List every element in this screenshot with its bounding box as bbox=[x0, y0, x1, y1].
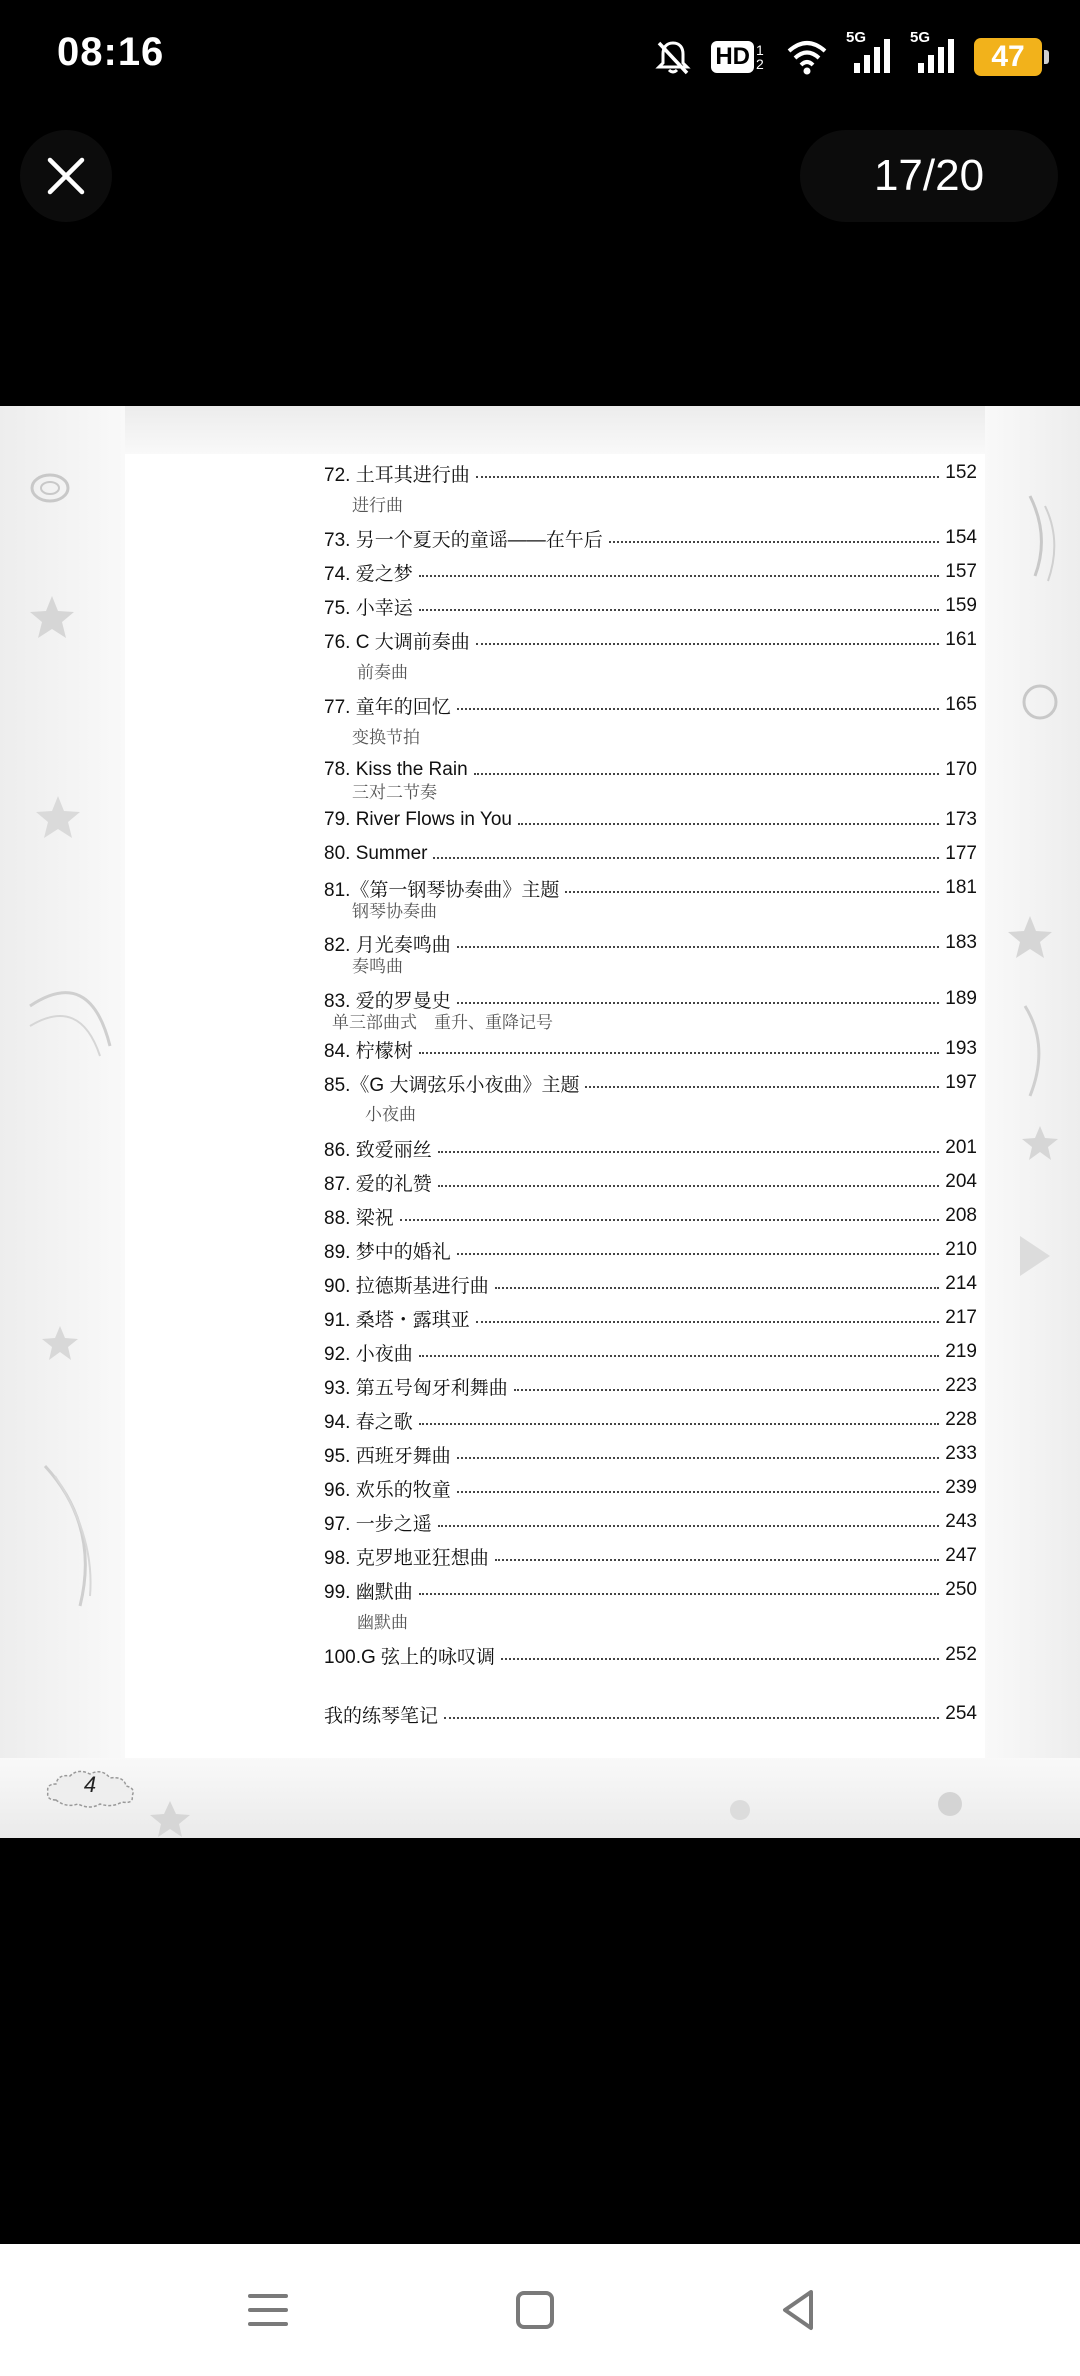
toc-entry-page: 181 bbox=[945, 877, 977, 898]
toc-leader-dots bbox=[476, 476, 940, 478]
toc-leader-dots bbox=[476, 643, 940, 645]
toc-entry-subtitle: 前奏曲 bbox=[357, 663, 408, 682]
toc-leader-dots bbox=[457, 1491, 940, 1493]
toc-entry-title: 95. 西班牙舞曲 bbox=[324, 1445, 451, 1467]
home-button[interactable] bbox=[487, 2266, 583, 2354]
toc-entry-title: 80. Summer bbox=[324, 843, 428, 864]
toc-entry-title: 93. 第五号匈牙利舞曲 bbox=[324, 1377, 508, 1399]
toc-entry-page: 228 bbox=[945, 1409, 977, 1430]
toc-leader-dots bbox=[433, 857, 939, 859]
toc-entry-title: 72. 土耳其进行曲 bbox=[324, 464, 470, 486]
toc-entry bbox=[324, 523, 977, 553]
toc-leader-dots bbox=[474, 773, 940, 775]
toc-leader-dots bbox=[495, 1287, 940, 1289]
toc-entry-title: 85.《G 大调弦乐小夜曲》主题 bbox=[324, 1074, 580, 1096]
wifi-icon bbox=[786, 37, 828, 77]
toc-entry bbox=[324, 1235, 977, 1265]
toc-leader-dots bbox=[438, 1151, 940, 1153]
toc-entry bbox=[324, 625, 977, 655]
toc-entry-page: 152 bbox=[945, 462, 977, 483]
network-label-1: 5G bbox=[846, 29, 867, 46]
toc-entry bbox=[324, 1473, 977, 1503]
status-bar bbox=[0, 0, 1080, 120]
status-icons bbox=[653, 29, 1042, 80]
close-button[interactable] bbox=[20, 130, 112, 222]
toc-leader-dots bbox=[518, 823, 939, 825]
toc-leader-dots bbox=[444, 1717, 939, 1719]
toc-entry-page: 193 bbox=[945, 1038, 977, 1059]
toc-entry-page: 201 bbox=[945, 1137, 977, 1158]
hd-sub: 1 2 bbox=[756, 42, 764, 72]
toc-entry-page: 183 bbox=[945, 932, 977, 953]
toc-entry-page: 159 bbox=[945, 595, 977, 616]
toc-entry bbox=[324, 591, 977, 621]
toc-entry bbox=[324, 805, 977, 835]
toc-entry-title: 86. 致爱丽丝 bbox=[324, 1139, 432, 1161]
toc-entry-page: 252 bbox=[945, 1644, 977, 1665]
toc-entry-title: 74. 爱之梦 bbox=[324, 563, 413, 585]
network-label-2: 5G bbox=[910, 29, 931, 46]
toc-entry-page: 204 bbox=[945, 1171, 977, 1192]
toc-entry-title: 97. 一步之遥 bbox=[324, 1513, 432, 1535]
toc-leader-dots bbox=[457, 1457, 940, 1459]
toc-entry-subtitle: 小夜曲 bbox=[365, 1105, 416, 1124]
toc-entry-title: 98. 克罗地亚狂想曲 bbox=[324, 1547, 489, 1569]
toc-entry-page: 189 bbox=[945, 988, 977, 1009]
toc-entry-page: 243 bbox=[945, 1511, 977, 1532]
toc-leader-dots bbox=[400, 1219, 940, 1221]
toc-entry-title: 89. 梦中的婚礼 bbox=[324, 1241, 451, 1263]
signal-5g-icon bbox=[910, 29, 956, 77]
toc-entry bbox=[324, 1133, 977, 1163]
toc-entry bbox=[324, 1699, 977, 1729]
toc-entry-subtitle: 钢琴协奏曲 bbox=[352, 902, 437, 921]
toc-entry bbox=[324, 1371, 977, 1401]
toc-entry-page: 177 bbox=[945, 843, 977, 864]
hd-icon bbox=[711, 41, 768, 73]
toc-entry-title: 82. 月光奏鸣曲 bbox=[324, 934, 451, 956]
toc-entry-title: 75. 小幸运 bbox=[324, 597, 413, 619]
toc-leader-dots bbox=[419, 1593, 940, 1595]
page-counter: 17/20 bbox=[800, 130, 1058, 222]
toc-entry-title: 79. River Flows in You bbox=[324, 809, 512, 830]
toc-entry-subtitle: 幽默曲 bbox=[357, 1613, 408, 1632]
toc-entry bbox=[324, 1575, 977, 1605]
toc-entry-title: 92. 小夜曲 bbox=[324, 1343, 413, 1365]
toc-entry-page: 197 bbox=[945, 1072, 977, 1093]
toc-entry-title: 我的练琴笔记 bbox=[324, 1705, 439, 1727]
toc-leader-dots bbox=[495, 1559, 940, 1561]
navigation-bar bbox=[0, 2244, 1080, 2376]
toc-entry-subtitle: 进行曲 bbox=[352, 496, 403, 515]
toc-entry-title: 100.G 弦上的咏叹调 bbox=[324, 1646, 496, 1668]
close-icon bbox=[44, 154, 88, 198]
toc-leader-dots bbox=[585, 1086, 939, 1088]
toc-entry bbox=[324, 458, 977, 488]
toc-entry-page: 250 bbox=[945, 1579, 977, 1600]
toc-entry-page: 214 bbox=[945, 1273, 977, 1294]
back-button[interactable] bbox=[751, 2266, 847, 2354]
toc-entry bbox=[324, 1303, 977, 1333]
toc-entry bbox=[324, 1167, 977, 1197]
toc-entry-title: 87. 爱的礼赞 bbox=[324, 1173, 432, 1195]
toc-entry-subtitle: 单三部曲式 重升、重降记号 bbox=[332, 1013, 553, 1032]
toc-entry-title: 81.《第一钢琴协奏曲》主题 bbox=[324, 879, 560, 901]
toc-leader-dots bbox=[457, 1002, 940, 1004]
toc-entry-page: 208 bbox=[945, 1205, 977, 1226]
toc-leader-dots bbox=[457, 946, 940, 948]
toc-entry-page: 157 bbox=[945, 561, 977, 582]
toc-entry bbox=[324, 839, 977, 869]
toc-leader-dots bbox=[438, 1525, 940, 1527]
toc-entry bbox=[324, 1034, 977, 1064]
toc-entry-subtitle: 变换节拍 bbox=[352, 728, 420, 747]
toc-entry-title: 88. 梁祝 bbox=[324, 1207, 394, 1229]
toc-entry-page: 219 bbox=[945, 1341, 977, 1362]
hd-label: HD bbox=[711, 41, 754, 73]
toc-entry-page: 223 bbox=[945, 1375, 977, 1396]
document-page[interactable] bbox=[0, 406, 1080, 1838]
toc-entry bbox=[324, 690, 977, 720]
toc-entry bbox=[324, 1405, 977, 1435]
toc-entry bbox=[324, 1201, 977, 1231]
toc-entry-title: 83. 爱的罗曼史 bbox=[324, 990, 451, 1012]
toc-entry-title: 99. 幽默曲 bbox=[324, 1581, 413, 1603]
home-icon bbox=[514, 2289, 556, 2331]
toc-entry-page: 210 bbox=[945, 1239, 977, 1260]
toc-entry-page: 239 bbox=[945, 1477, 977, 1498]
toc-leader-dots bbox=[476, 1321, 940, 1323]
toc-entry-title: 76. C 大调前奏曲 bbox=[324, 631, 470, 653]
toc-entry-page: 161 bbox=[945, 629, 977, 650]
toc-leader-dots bbox=[419, 1355, 940, 1357]
toc-entry bbox=[324, 1507, 977, 1537]
toc-entry bbox=[324, 1439, 977, 1469]
toc-entry bbox=[324, 557, 977, 587]
page-number: 4 bbox=[83, 1772, 97, 1797]
toc-entry bbox=[324, 1337, 977, 1367]
toc-leader-dots bbox=[419, 1052, 940, 1054]
toc-entry-title: 78. Kiss the Rain bbox=[324, 759, 468, 780]
toc-entry bbox=[324, 984, 977, 1014]
toc-entry-title: 73. 另一个夏天的童谣——在午后 bbox=[324, 529, 603, 551]
toc-entry-page: 170 bbox=[945, 759, 977, 780]
toc-entry-title: 90. 拉德斯基进行曲 bbox=[324, 1275, 489, 1297]
toc-leader-dots bbox=[457, 708, 940, 710]
toc-entry bbox=[324, 1269, 977, 1299]
status-time: 08:16 bbox=[57, 30, 165, 74]
toc-entry-title: 77. 童年的回忆 bbox=[324, 696, 451, 718]
toc-entry bbox=[324, 873, 977, 903]
toc-entry-title: 91. 桑塔・露琪亚 bbox=[324, 1309, 470, 1331]
toc-entry bbox=[324, 1640, 977, 1670]
recent-apps-button[interactable] bbox=[220, 2266, 316, 2354]
signal-5g-icon bbox=[846, 29, 892, 77]
menu-icon bbox=[246, 2290, 290, 2330]
table-of-contents bbox=[0, 406, 1080, 1838]
toc-entry-page: 165 bbox=[945, 694, 977, 715]
bell-muted-icon bbox=[653, 37, 693, 77]
toc-leader-dots bbox=[419, 609, 940, 611]
toc-entry-page: 217 bbox=[945, 1307, 977, 1328]
toc-entry-title: 84. 柠檬树 bbox=[324, 1040, 413, 1062]
toc-entry-title: 96. 欢乐的牧童 bbox=[324, 1479, 451, 1501]
toc-leader-dots bbox=[457, 1253, 940, 1255]
toc-entry-subtitle: 三对二节奏 bbox=[352, 783, 437, 802]
toc-leader-dots bbox=[419, 575, 940, 577]
toc-entry-page: 173 bbox=[945, 809, 977, 830]
toc-leader-dots bbox=[438, 1185, 940, 1187]
toc-leader-dots bbox=[501, 1658, 939, 1660]
toc-leader-dots bbox=[419, 1423, 940, 1425]
toc-entry-page: 154 bbox=[945, 527, 977, 548]
toc-entry-title: 94. 春之歌 bbox=[324, 1411, 413, 1433]
toc-leader-dots bbox=[514, 1389, 940, 1391]
back-icon bbox=[777, 2288, 821, 2332]
toc-entry-page: 247 bbox=[945, 1545, 977, 1566]
toc-entry-page: 233 bbox=[945, 1443, 977, 1464]
battery-indicator: 47 bbox=[974, 38, 1042, 76]
toc-leader-dots bbox=[565, 891, 939, 893]
toc-entry bbox=[324, 928, 977, 958]
toc-entry bbox=[324, 1068, 977, 1098]
toc-leader-dots bbox=[609, 541, 940, 543]
toc-entry-subtitle: 奏鸣曲 bbox=[352, 957, 403, 976]
toc-entry bbox=[324, 1541, 977, 1571]
toc-entry-page: 254 bbox=[945, 1703, 977, 1724]
